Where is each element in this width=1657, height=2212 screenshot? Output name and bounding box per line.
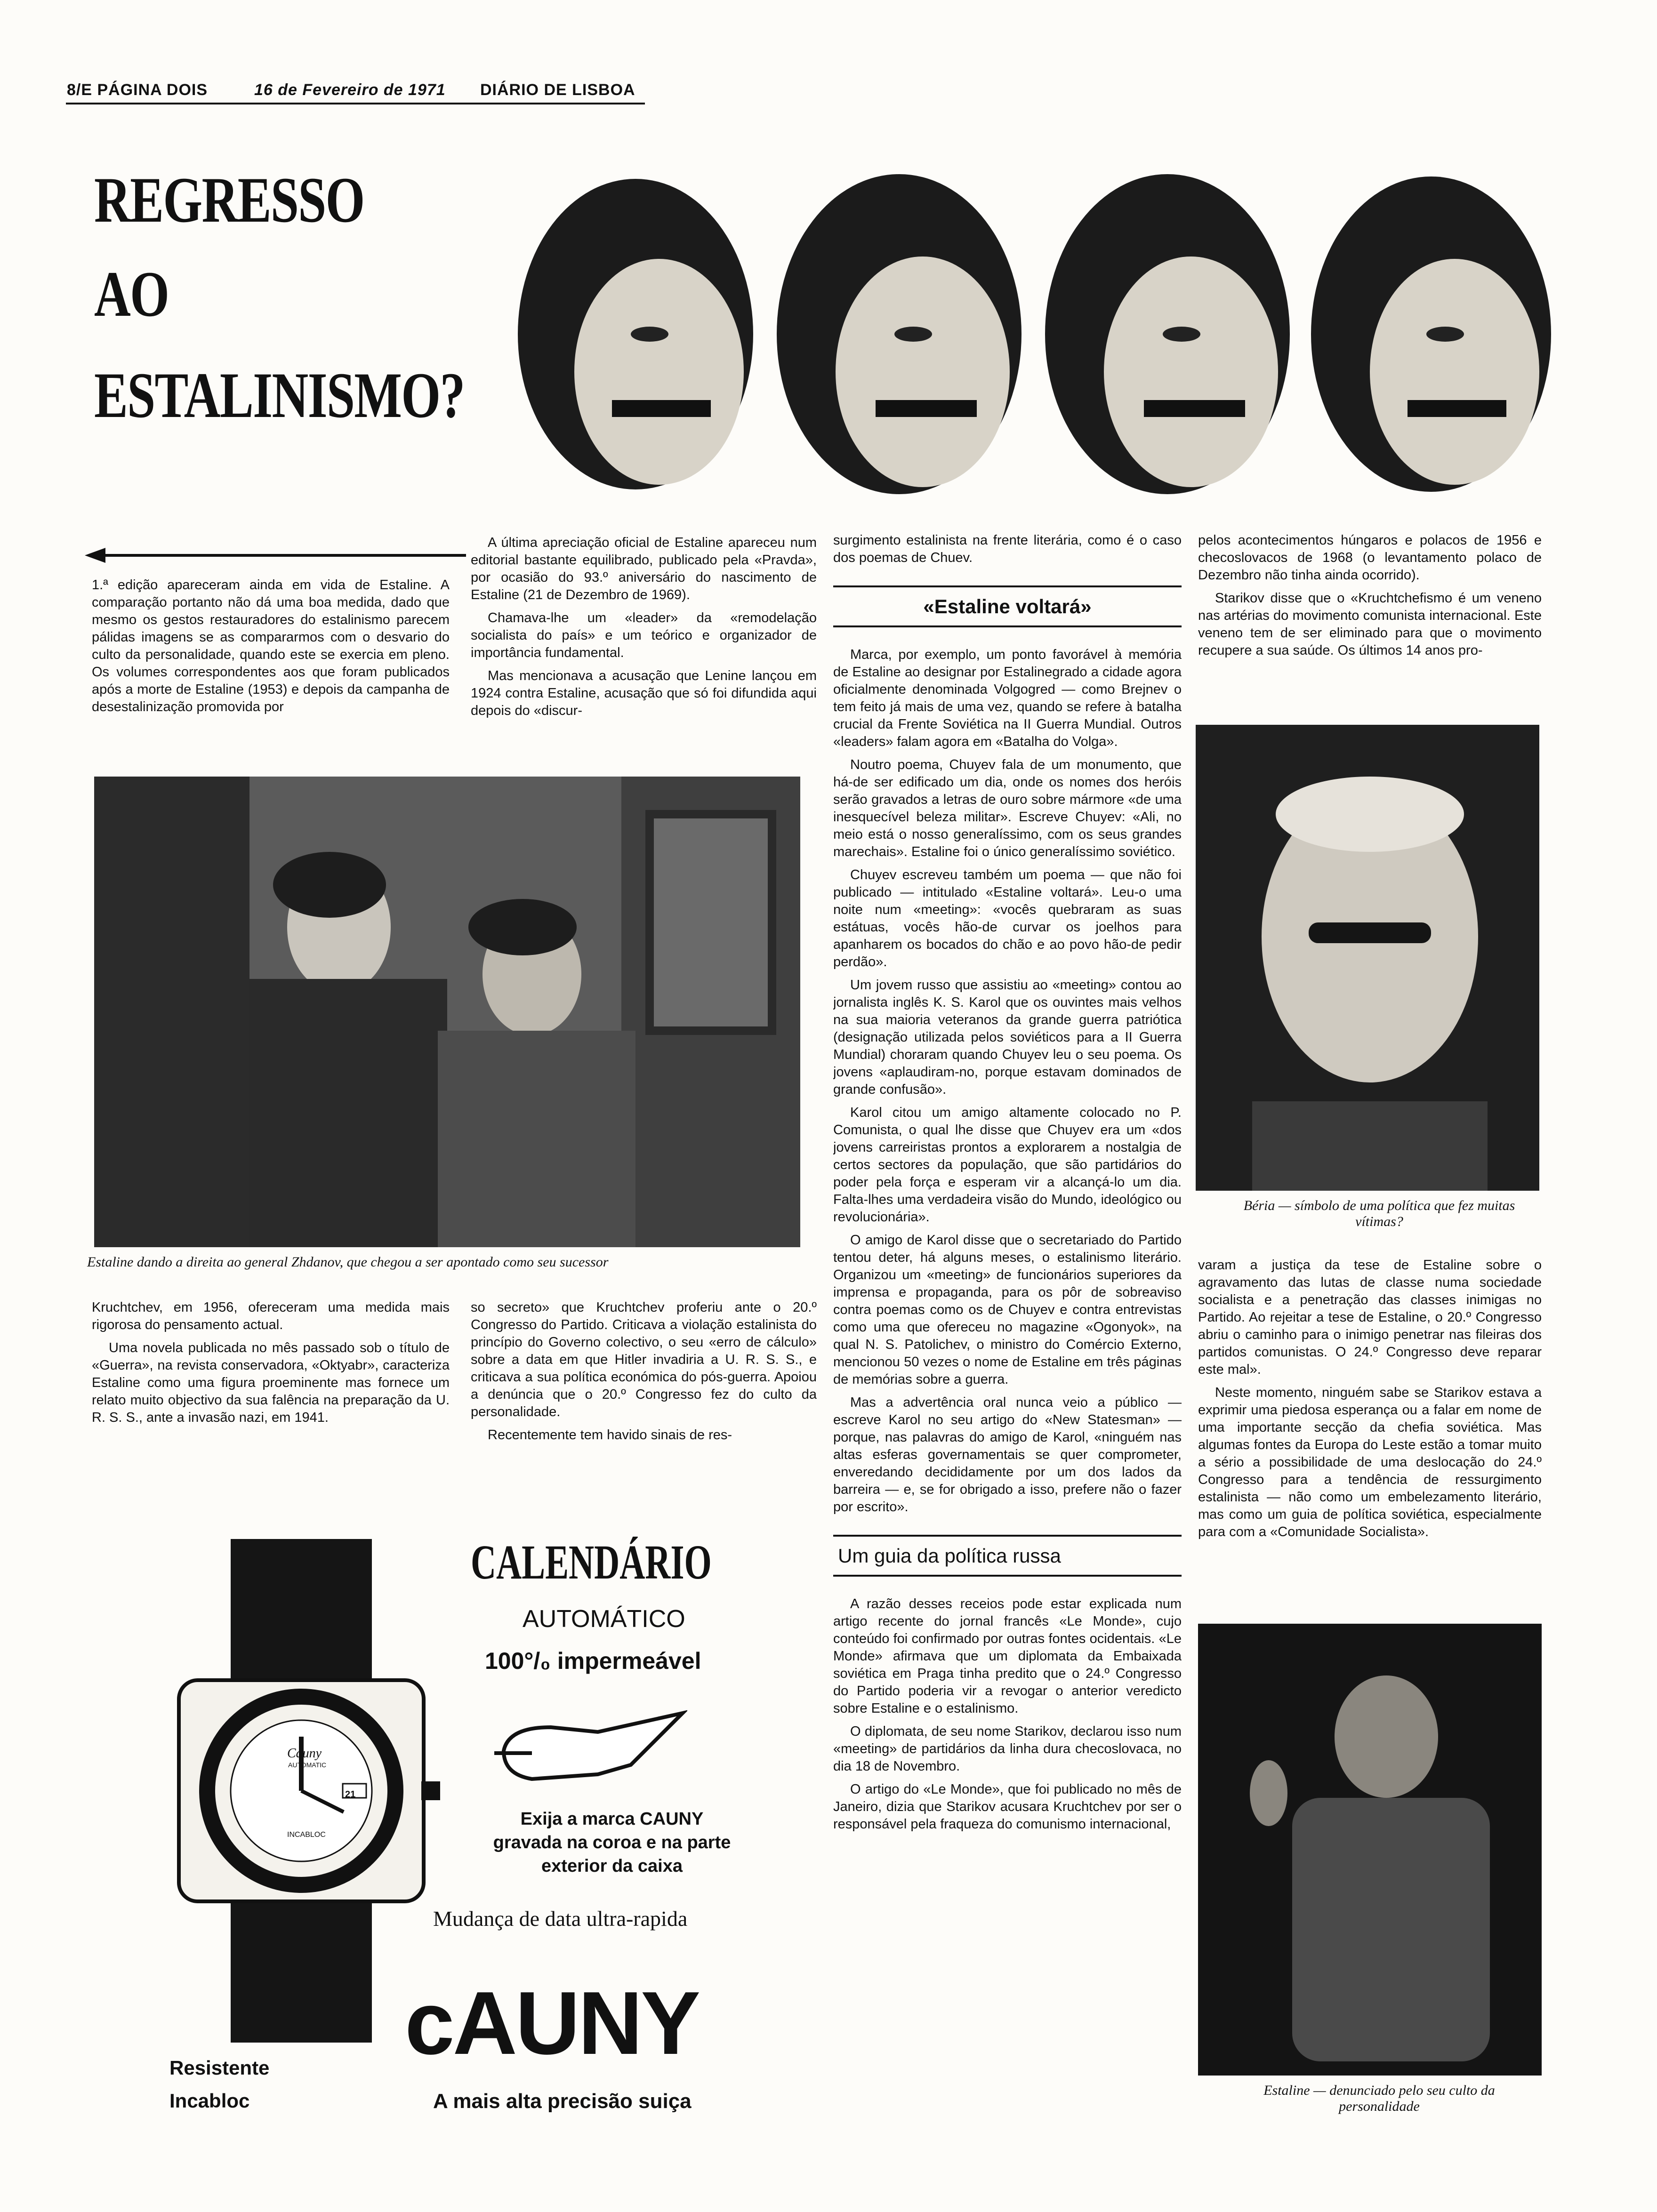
- col3-p3: Chuyev escreveu também um poema — que não foi publicado — intitulado «Estaline voltará». Leu-o uma noite num «meeting»: «vocês quebraram as suas estátuas, vocês hão-de curvar os joelhos para apanharem os bocados do chão e ao povo hão-de pedir perdão».: [833, 867, 1182, 970]
- col3-p9: O diplomata, de seu nome Starikov, declarou isso num «meeting» de partidários da linha dura checoslovaca, no dia 18 de Novembro.: [833, 1724, 1182, 1774]
- col2-bottom-p2: Recentemente tem havido sinais de res-: [488, 1427, 732, 1443]
- stalin-zhdanov-photo: [94, 777, 800, 1247]
- last-photo-caption: Estaline — denunciado pelo seu culto da personalidade: [1263, 2083, 1495, 2114]
- ad-tagline: A mais alta precisão suiça: [433, 2090, 692, 2113]
- col4-top-p2: Starikov disse que o «Kruchtchefismo é um veneno nas artérias do movimento comunista internacional. Este veneno tem de ser eliminado para que o movimento recupere a sua saúde. Os últimos 14 anos pro-: [1198, 591, 1542, 658]
- photo1-caption: Estaline dando a direita ao general Zhdanov, que chegou a ser apontado como seu sucessor: [87, 1254, 609, 1270]
- section-label: 8/E PÁGINA DOIS: [67, 81, 208, 99]
- stalin-speaking-photo: [1198, 1624, 1542, 2076]
- article-col1-bottom: [92, 1299, 450, 1501]
- cauny-advertisement: [104, 1525, 810, 2137]
- article-col2-top: [471, 534, 817, 758]
- col3-p1: Marca, por exemplo, um ponto favorável à memória de Estaline ao designar por Estalinegrado a cidade agora oficialmente denominada Volgogred — como Brejnev o tem feito já mais de uma vez, quando se refere à batalha crucial da Frente Soviética na II Guerra Mundial. Outros «leaders» falam agora em «Batalha do Volga».: [833, 647, 1182, 749]
- watch-bottom-text: INCABLOC: [287, 1831, 326, 1839]
- portrait-1: [518, 179, 753, 489]
- col3-p5: Karol citou um amigo altamente colocado no P. Comunista, o qual lhe disse que Chuyev era um «dos jovens carreiristas prontos a explorarem a nostalgia de certos sectores da população, que são partidários do poder pela força e esperam vir a alcançá-lo um dia. Falta-lhes uma verdadeira visão do Mundo, ideológico ou revolucionária».: [833, 1105, 1182, 1225]
- subhead-guia-politica: Um guia da política russa: [833, 1535, 1182, 1577]
- col3-p0: surgimento estalinista na frente literária, como é o caso dos poemas de Chuev.: [833, 533, 1182, 565]
- col3-p8: A razão desses receios pode estar explicada num artigo recente do jornal francês «Le Monde», cujo conteúdo foi confirmado por outras fontes ocidentais. «Le Monde» afirmava que um diplomata da Embaixada soviética em Praga tinha predito que o 24.º Congresso do Partido poderia vir a revogar o anterior veredicto sobre Estaline e o estalinismo.: [833, 1596, 1182, 1716]
- article-col4-top: [1198, 532, 1542, 715]
- col4-top-p1: pelos acontecimentos húngaros e polacos de 1956 e checoslovacos de 1968 (o levantamento polaco de Dezembro não tinha ainda ocorrido).: [1198, 533, 1542, 583]
- pointing-hand-icon: [490, 1699, 687, 1793]
- col1-top-paragraph: 1.ª edição apareceram ainda em vida de Estaline. A comparação portanto não dá uma boa medida, dado que mesmo os gestos restauradores do estalinismo parecem pálidas imagens se as compararmos com o desvario do culto da personalidade, quando este se exercia em pleno. Os volumes correspondentes aos que foram publicados após a morte de Estaline (1953) e depois da campanha de desestalinização promovida por: [92, 577, 450, 714]
- ad-mudanca-text: Mudança de data ultra-rapida: [433, 1907, 688, 1931]
- beria-photo: [1196, 725, 1539, 1191]
- col2-top-p2: Chamava-lhe um «leader» da «remodelação socialista do país» e um teórico e organizador de importância fundamental.: [471, 610, 817, 660]
- wristwatch-illustration: [160, 1539, 466, 2043]
- issue-date: 16 de Fevereiro de 1971: [254, 81, 446, 99]
- col3-p7: Mas a advertência oral nunca veio a público — escreve Karol no seu artigo do «New Statesman» — porque, nas palavras do amigo de Karol, «ninguém nas altas esferas governamentais se quer comprometer, enveredando decididamente por um dos lados da barreira — e, se for obrigado a isso, prefere não o fazer por escrito».: [833, 1395, 1182, 1515]
- col3-p10: O artigo do «Le Monde», que foi publicado no mês de Janeiro, dizia que Starikov acusara Kruchtchev por ser o responsável pela fraqueza do comunismo internacional,: [833, 1782, 1182, 1832]
- portrait-3: [1045, 174, 1290, 494]
- ad-percent: 100°/₀ impermeável: [485, 1648, 701, 1674]
- portrait-2: [777, 174, 1022, 494]
- ad-subtitle: AUTOMÁTICO: [523, 1605, 685, 1633]
- ad-incabloc: Incabloc: [169, 2090, 250, 2112]
- col4-mid-p2: Neste momento, ninguém sabe se Starikov estava a exprimir uma piedosa esperança ou a falar em nome de uma importante secção da chefia soviética. Mas algumas fontes da Europa do Leste estão a tomar muito a sério a possibilidade de uma deslocação do 24.º Congresso para a tendência de ressurgimento estalinista — não como um embelezamento literário, mas como um guia de política soviética, especialmente para com a «Comunidade Socialista».: [1198, 1385, 1542, 1539]
- col3-p2: Noutro poema, Chuyev fala de um monumento, que há-de ser edificado um dia, onde os nomes dos heróis serão gravados a letras de ouro sobre mármore «de uma inesquecível beleza militar». Escreve Chuyev: «Ali, no meio está o nosso generalíssimo, com os seus grandes marechais». Estaline foi o único generalíssimo soviético.: [833, 757, 1182, 859]
- portrait-4: [1311, 176, 1551, 492]
- watch-brand-text: Cauny: [287, 1746, 322, 1761]
- col2-top-p3: Mas mencionava a acusação que Lenine lançou em 1924 contra Estaline, acusação que só foi difundida aqui depois do «discur-: [471, 668, 817, 718]
- col3-p4: Um jovem russo que assistiu ao «meeting» contou ao jornalista inglês K. S. Karol que os ouvintes mais velhos na sua maioria veteranos da grande guerra patriótica (designação utilizada pelos soviéticos para a II Guerra Mundial) choraram quando Chuyev leu o seu poema. Os jovens «aplaudiram-no, porque estavam dominados de grande confusão».: [833, 978, 1182, 1097]
- stalin-portraits-image: [508, 136, 1553, 518]
- col4-mid-p1: varam a justiça da tese de Estaline sobre o agravamento das lutas de classe numa sociedade socialista e a penetração das classes inimigas no Partido. Ao rejeitar a tese de Estaline, o 20.º Congresso abriu o caminho para o inimigo penetrar nas fileiras dos partidos comunistas. O 24.º Congresso deve reparar este mal».: [1198, 1258, 1542, 1377]
- subhead-estaline-voltara: «Estaline voltará»: [833, 585, 1182, 627]
- col2-bottom-p1: so secreto» que Kruchtchev proferiu ante o 20.º Congresso do Partido. Criticava a violação estalinista do princípio do Governo colectivo, o seu «erro de cálculo» sobre a data em que Hitler invadiria a U. R. S. S., e criticava a sua política económica do pós-guerra. Apoiou a denúncia que o 20.º Congresso fez do culto da personalidade.: [471, 1300, 817, 1419]
- article-col1-top: [92, 577, 450, 758]
- article-col3: [833, 532, 1182, 2156]
- ad-title: CALENDÁRIO: [471, 1535, 712, 1589]
- headline-line3: ESTALINISMO?: [94, 359, 465, 431]
- beria-caption: Béria — símbolo de uma política que fez muitas vítimas?: [1243, 1198, 1515, 1229]
- back-arrow-icon: [85, 546, 471, 565]
- article-col4-mid: [1198, 1257, 1542, 1614]
- watch-sub-text: AUTOMATIC: [288, 1761, 327, 1769]
- headline-line1: REGRESSO: [94, 164, 364, 236]
- header-rule: [66, 103, 645, 104]
- col3-p6: O amigo de Karol disse que o secretariado do Partido tentou deter, há alguns meses, o estalinismo literário. Organizou um «meeting» de funcionários superiores da imprensa e propaganda, para os pôr de sobreaviso contra poemas como os de Chuyev e contra entrevistas como uma que ofereceu no magazine «Ogonyok», na qual N. S. Patolichev, o ministro do Comércio Externo, mencionou 50 vezes o nome de Estaline em três páginas de memórias sobre a guerra.: [833, 1233, 1182, 1387]
- ad-brand-logo: cAUNY: [405, 1973, 699, 2073]
- paper-name: DIÁRIO DE LISBOA: [480, 81, 635, 99]
- article-col2-bottom: [471, 1299, 817, 1501]
- ad-resistente: Resistente: [169, 2057, 270, 2079]
- watch-date-window: 21: [345, 1789, 356, 1800]
- col1-bottom-p1: Kruchtchev, em 1956, ofereceram uma medida mais rigorosa do pensamento actual.: [92, 1300, 450, 1332]
- col2-top-p1: A última apreciação oficial de Estaline apareceu num editorial bastante equilibrado, publicado pela «Pravda», por ocasião do 93.º aniversário do nascimento de Estaline (21 de Dezembro de 1969).: [471, 535, 817, 602]
- col1-bottom-p2: Uma novela publicada no mês passado sob o título de «Guerra», na revista conservadora, «Oktyabr», caracteriza Estaline como uma figura proeminente mas fornece um relato muito objectivo da sua falência na preparação da U. R. S. S., ante a invasão nazi, em 1941.: [92, 1340, 450, 1425]
- headline-line2: AO: [94, 258, 169, 330]
- ad-exija-text: Exija a marca CAUNY gravada na coroa e na parte exterior da caixa: [493, 1809, 731, 1876]
